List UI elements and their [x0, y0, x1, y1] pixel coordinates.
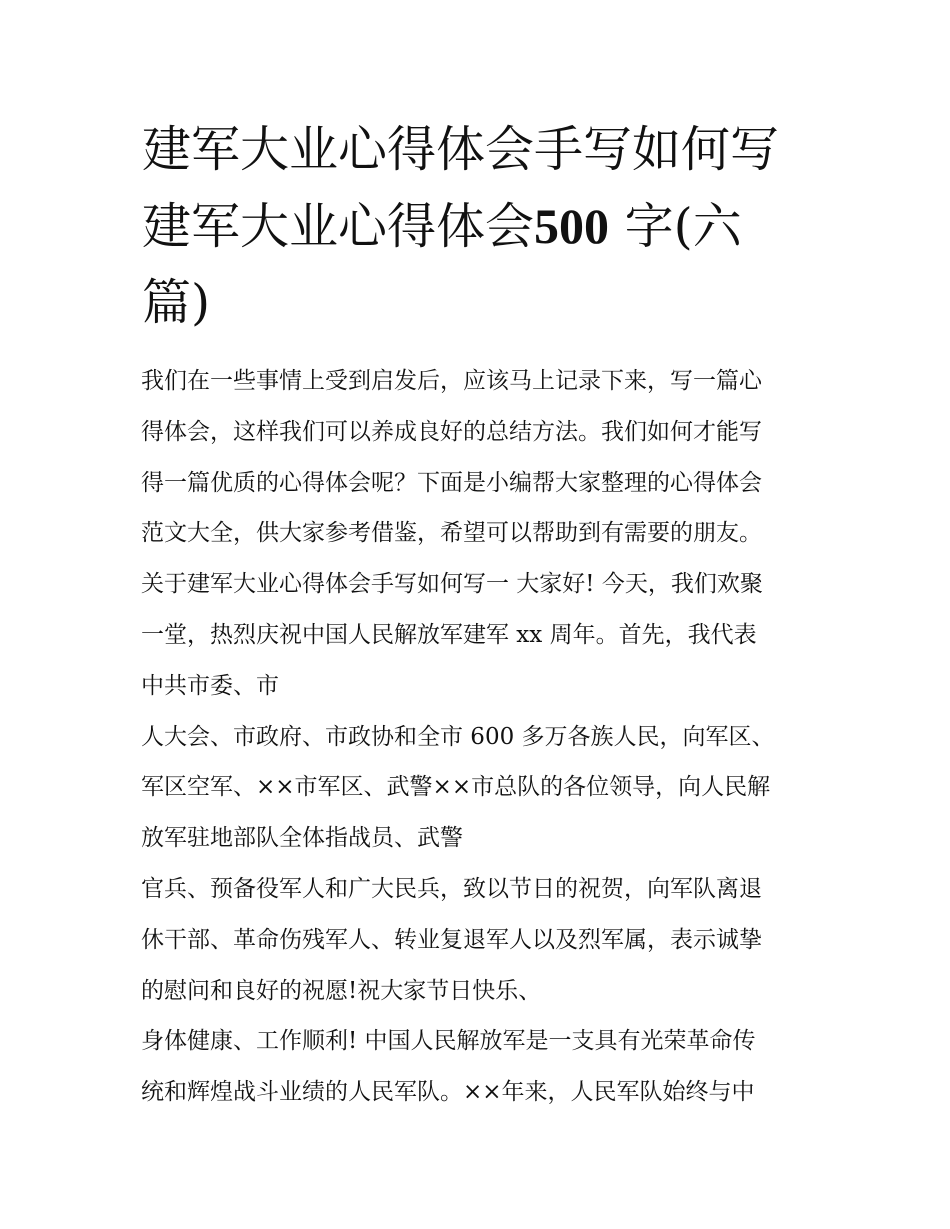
body-line: 身体健康、工作顺利! 中国人民解放军是一支具有光荣革命传	[141, 1028, 756, 1055]
body-line: 的慰问和良好的祝愿!祝大家节日快乐、	[141, 977, 542, 1004]
body-line: 军区空军、××市军区、武警××市总队的各位领导，向人民解	[141, 774, 771, 801]
document-body	[141, 356, 821, 1118]
title-line-1: 建军大业心得体会手写如何写	[142, 121, 780, 178]
body-line: 得一篇优质的心得体会呢？下面是小编帮大家整理的心得体会	[141, 469, 762, 496]
body-line: 关于建军大业心得体会手写如何写一 大家好! 今天，我们欢聚	[141, 571, 763, 598]
body-line: 休干部、革命伤残军人、转业复退军人以及烈军属，表示诚挚	[141, 926, 762, 953]
title-line-2-number: 500	[534, 198, 610, 254]
body-line: 得体会，这样我们可以养成良好的总结方法。我们如何才能写	[141, 418, 762, 445]
body-line: 我们在一些事情上受到启发后，应该马上记录下来，写一篇心	[141, 368, 762, 394]
title-line-3: 篇)	[142, 274, 211, 331]
body-line: 统和辉煌战斗业绩的人民军队。××年来，人民军队始终与中	[141, 1079, 755, 1106]
title-line-2-text: 建军大业心得体会	[142, 198, 535, 255]
body-line: 一堂，热烈庆祝中国人民解放军建军 xx 周年。首先，我代表	[141, 621, 757, 648]
title-line-2-suffix: 字(六	[609, 198, 742, 255]
body-line: 范文大全，供大家参考借鉴，希望可以帮助到有需要的朋友。	[141, 520, 762, 547]
body-line: 中共市委、市	[141, 672, 279, 699]
body-line: 人大会、市政府、市政协和全市 600 多万各族人民，向军区、	[141, 723, 775, 750]
body-line: 官兵、预备役军人和广大民兵，致以节日的祝贺，向军队离退	[141, 875, 762, 902]
body-line: 放军驻地部队全体指战员、武警	[141, 825, 463, 852]
title-line-2	[142, 188, 832, 265]
document-title	[142, 112, 832, 341]
